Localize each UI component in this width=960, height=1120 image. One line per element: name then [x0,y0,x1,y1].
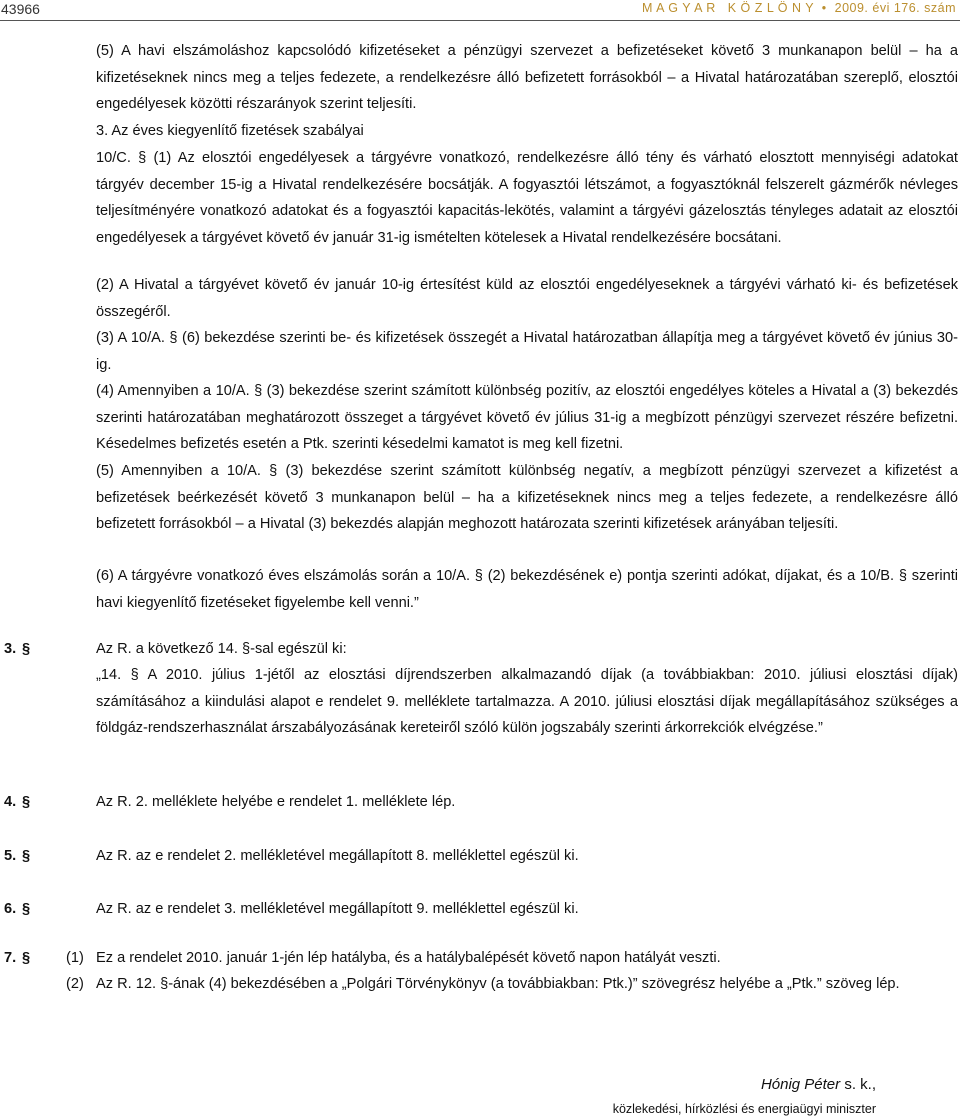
page-number: 43966 [1,1,40,17]
amendment-3-inserted-text: „14. § A 2010. július 1-jétől az elosztási díjrendszerben alkalmazandó díjak (a továbbiakban: 2010. júliusi elosztási díjak) számításához a kiindulási alapot e rendelet 9. melléklete tartalmazza. A 2010. júliusi elosztási díjak megállapításához szükséges a földgáz-rendszerhasználat árszabályozásának kereteiről szóló külön jogszabály szerinti árkorrekciók elvégzése.” [96,667,958,737]
signature [761,1076,876,1093]
amendment-text: Az R. 2. melléklete helyébe e rendelet 1. melléklete lép. [96,794,456,810]
amendment-text: Az R. az e rendelet 2. mellékletével megállapított 8. melléklettel egészül ki. [96,848,579,864]
section-symbol: § [22,901,31,917]
amendment-number: 5. [4,848,17,864]
section-10c-paragraph-1: 10/C. § (1) Az elosztói engedélyesek a tárgyévre vonatkozó, rendelkezésre álló tény és várható elosztott mennyiségi adatokat tárgyév december 15-ig a Hivatal rendelkezésére bocsátják. A fogyasztói létszámot, a fogyasztóknál felszerelt gázmérők névleges teljesítményére vonatkozó adatokat és a fogyasztói kapacitás-lekötés, valamint a tárgyévi gázelosztás tényleges adatait az elosztói engedélyesek a tárgyévet követő év január 31-ig ismételten kötelesek a Hivatal rendelkezésére bocsátani. [96,150,958,246]
amendment-text: Az R. a következő 14. §-sal egészül ki: [96,641,347,657]
subsection-number: (1) [66,950,84,966]
signatory-name: Hónig Péter [760,1076,841,1093]
section-10c-paragraph-6: (6) A tárgyévre vonatkozó éves elszámolás során a 10/A. § (2) bekezdésének e) pontja szerinti adókat, díjakat, és a 10/B. § szerinti havi kiegyenlítő fizetéseket figyelembe kell venni.” [96,568,958,611]
amendment-number: 7. [4,950,17,966]
signature-suffix: s. k., [840,1076,876,1093]
section-heading-3: 3. Az éves kiegyenlítő fizetések szabályai [96,123,364,139]
section-10c-paragraph-2: (2) A Hivatal a tárgyévet követő év január 10-ig értesítést küld az elosztói engedélyeseknek a tárgyévi várható ki- és befizetések összegéről. [96,277,958,320]
amendment-number: 4. [4,794,17,810]
amendment-text: Ez a rendelet 2010. január 1-jén lép hatályba, és a hatálybalépését követő napon hatályát veszti. [96,950,721,966]
paragraph-5: (5) A havi elszámoláshoz kapcsolódó kifizetéseket a pénzügyi szervezet a befizetéseket követő 3 munkanapon belül – ha a kifizetéseknek nincs meg a teljes fedezete, a rendelkezésre álló befizetett forrásokból – a Hivatal határozatában szereplő, elosztói engedélyesek közötti részarányok szerint teljesíti. [96,43,958,113]
amendment-text: Az R. az e rendelet 3. mellékletével megállapított 9. melléklettel egészül ki. [96,901,579,917]
page-header [0,0,960,22]
amendment-number: 3. [4,641,17,657]
section-symbol: § [22,641,31,657]
amendment-text: Az R. 12. §-ának (4) bekezdésében a „Polgári Törvénykönyv (a továbbiakban: Ptk.)” szövegrész helyébe a „Ptk.” szöveg lép. [96,976,900,992]
section-symbol: § [22,950,31,966]
signatory-role: közlekedési, hírközlési és energiaügyi miniszter [612,1102,876,1116]
section-10c-paragraph-5: (5) Amennyiben a 10/A. § (3) bekezdése szerint számított különbség negatív, a megbízott pénzügyi szervezet a kifizetést a befizetések beérkezését követő 3 munkanapon belül – ha a kifizetéseknek nincs meg a teljes fedezete, a rendelkezésre álló befizetett forrásokból – a Hivatal (3) bekezdés alapján meghozott határozata szerinti kifizetések arányában teljesíti. [96,463,958,533]
subsection-number: (2) [66,976,84,992]
section-symbol: § [22,848,31,864]
header-rule [0,20,960,21]
section-10c-paragraph-3: (3) A 10/A. § (6) bekezdése szerinti be- és kifizetések összegét a Hivatal határozatban állapítja meg a tárgyévet követő év június 30-ig. [96,330,958,373]
amendment-number: 6. [4,901,17,917]
section-symbol: § [22,794,31,810]
journal-title: M A G Y A R K Ö Z L Ö N Y • 2009. évi 176. szám [641,1,956,15]
section-10c-paragraph-4: (4) Amennyiben a 10/A. § (3) bekezdése szerint számított különbség pozitív, az elosztói engedélyes köteles a Hivatal a (3) bekezdés szerinti határozatában meghatározott összeget a tárgyévet követő év július 31-ig a megbízott pénzügyi szervezet részére befizetni. Késedelmes befizetés esetén a Ptk. szerinti késedelmi kamatot is meg kell fizetni. [96,383,958,453]
